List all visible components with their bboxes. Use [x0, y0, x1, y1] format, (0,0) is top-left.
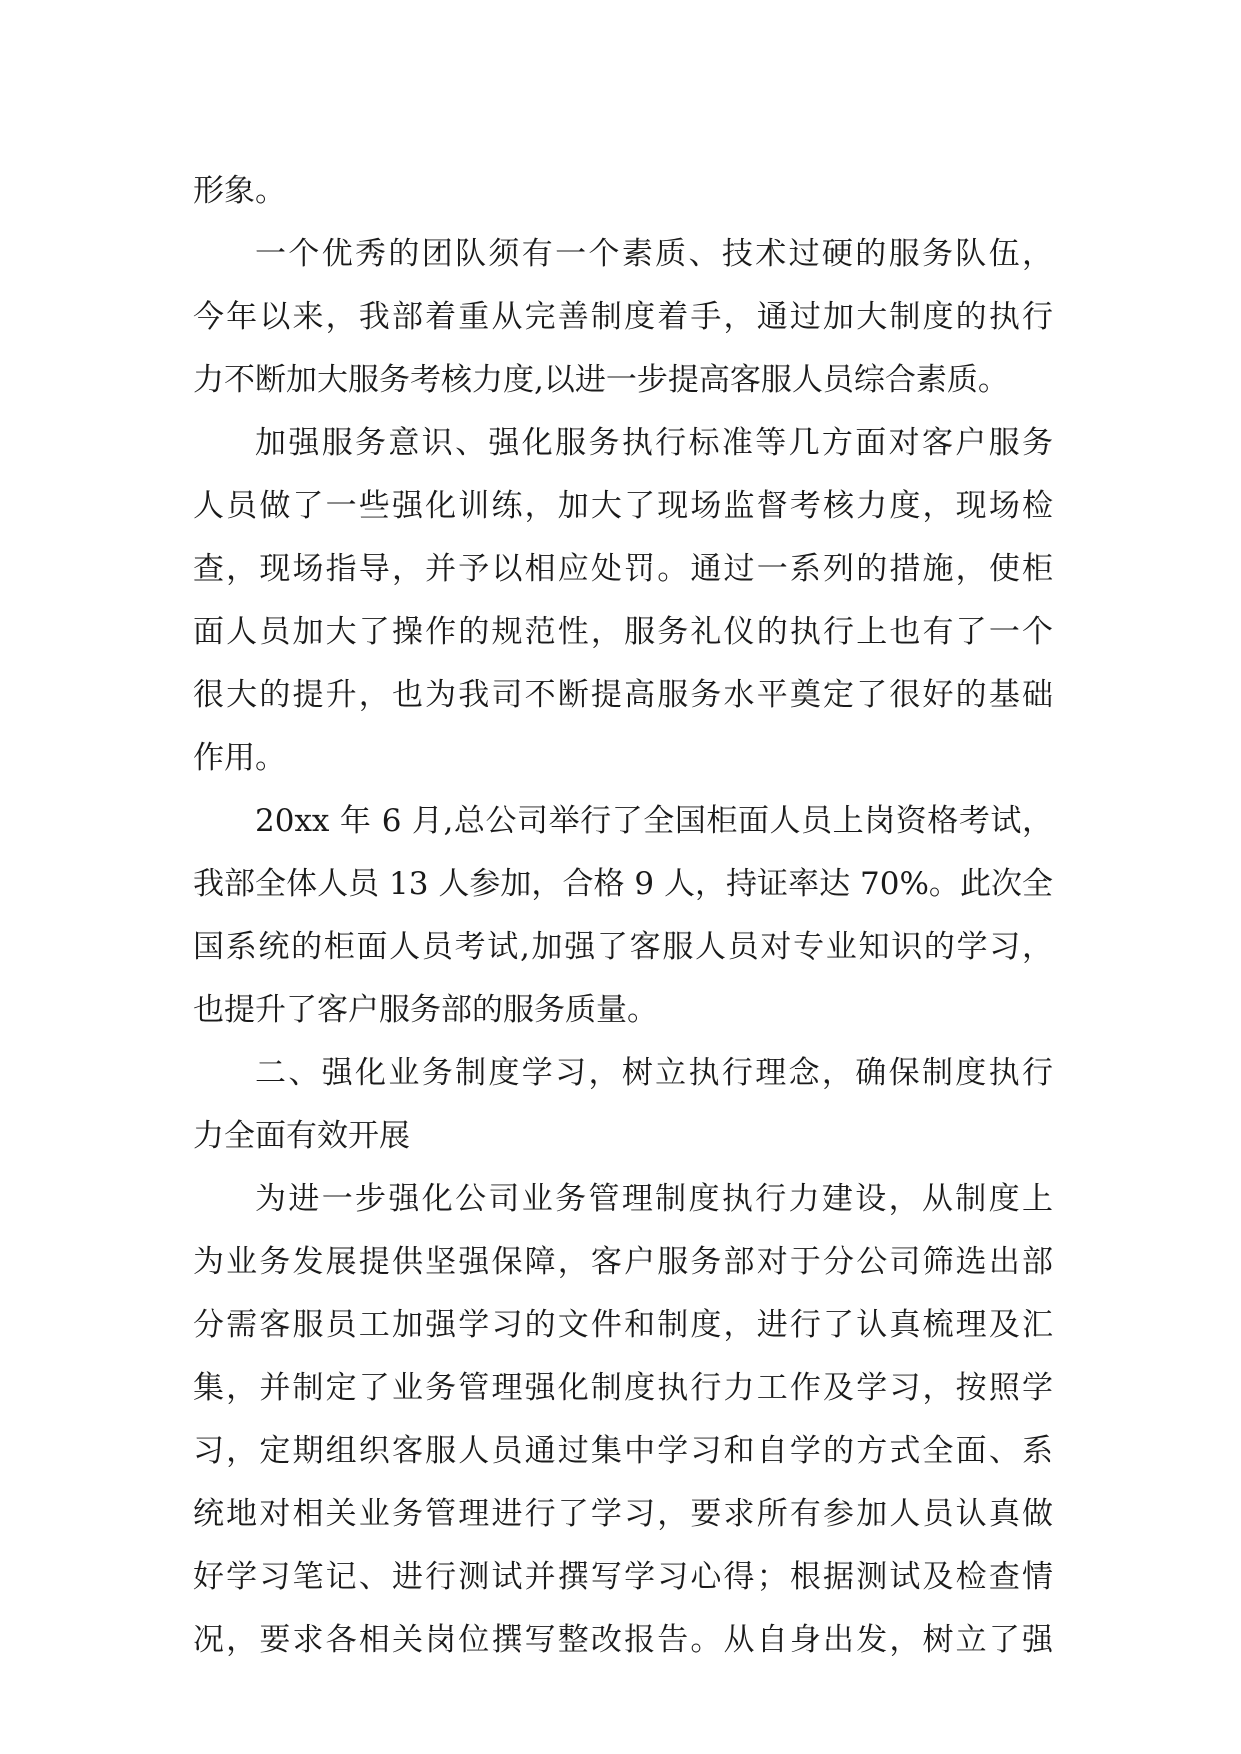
- text-line: 国系统的柜面人员考试,加强了客服人员对专业知识的学习，: [193, 929, 1053, 965]
- text-line: 查，现场指导，并予以相应处罚。通过一系列的措施，使柜: [193, 551, 1053, 587]
- text-line: 很大的提升，也为我司不断提高服务水平奠定了很好的基础: [193, 677, 1053, 713]
- text-line: 一个优秀的团队须有一个素质、技术过硬的服务队伍，: [255, 236, 1053, 272]
- text-line: 人员做了一些强化训练，加大了现场监督考核力度，现场检: [193, 488, 1053, 524]
- text-line: 为进一步强化公司业务管理制度执行力建设，从制度上: [255, 1181, 1053, 1217]
- text-line: 20xx 年 6 月,总公司举行了全国柜面人员上岗资格考试，: [255, 803, 1053, 839]
- text-line: 力全面有效开展: [193, 1118, 410, 1154]
- text-line: 今年以来，我部着重从完善制度着手，通过加大制度的执行: [193, 299, 1053, 335]
- text-line: 分需客服员工加强学习的文件和制度，进行了认真梳理及汇: [193, 1307, 1053, 1343]
- text-line: 统地对相关业务管理进行了学习，要求所有参加人员认真做: [193, 1496, 1053, 1532]
- text-line: 形象。: [193, 173, 286, 209]
- text-line: 好学习笔记、进行测试并撰写学习心得；根据测试及检查情: [193, 1559, 1053, 1595]
- text-line: 为业务发展提供坚强保障，客户服务部对于分公司筛选出部: [193, 1244, 1053, 1280]
- text-line: 面人员加大了操作的规范性，服务礼仪的执行上也有了一个: [193, 614, 1053, 650]
- document-body: [193, 160, 1053, 1672]
- text-line: 作用。: [193, 740, 286, 776]
- text-line: 力不断加大服务考核力度,以进一步提高客服人员综合素质。: [193, 362, 1009, 398]
- text-line: 二、强化业务制度学习，树立执行理念，确保制度执行: [255, 1055, 1053, 1091]
- text-line: 我部全体人员 13 人参加，合格 9 人，持证率达 70%。此次全: [193, 866, 1053, 902]
- text-line: 况，要求各相关岗位撰写整改报告。从自身出发，树立了强: [193, 1622, 1053, 1658]
- text-line: 也提升了客户服务部的服务质量。: [193, 992, 658, 1028]
- text-line: 习，定期组织客服人员通过集中学习和自学的方式全面、系: [193, 1433, 1053, 1469]
- text-line: 加强服务意识、强化服务执行标准等几方面对客户服务: [255, 425, 1053, 461]
- text-line: 集，并制定了业务管理强化制度执行力工作及学习，按照学: [193, 1370, 1053, 1406]
